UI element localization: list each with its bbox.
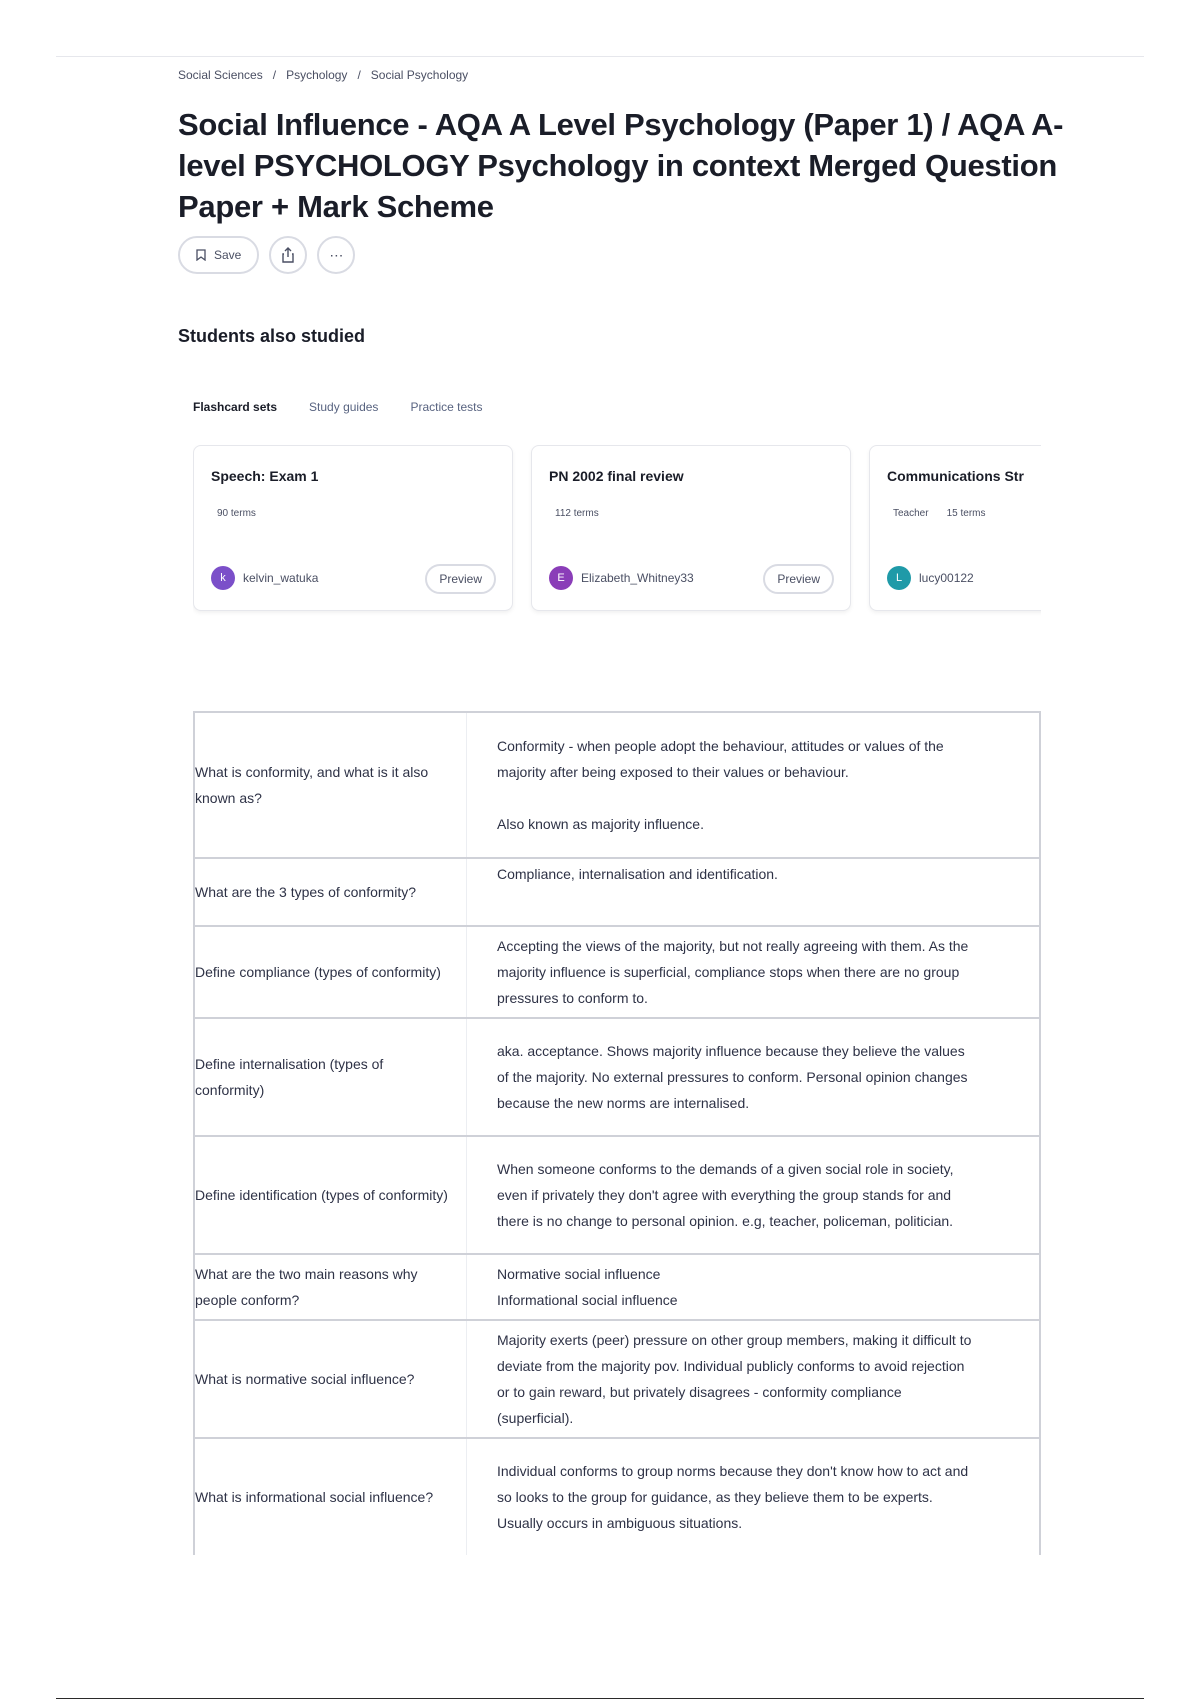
definition-cell: Compliance, internalisation and identification. [467,858,1041,926]
table-row [194,926,1040,1018]
breadcrumb-psychology[interactable]: Psychology [286,68,348,82]
card-role-badge: Teacher [893,508,929,519]
table-row [194,712,1040,858]
card-username: kelvin_watuka [243,571,319,585]
card-username: Elizabeth_Whitney33 [581,571,694,585]
tab-study-guides[interactable]: Study guides [309,400,379,414]
card-term-count: 90 terms [217,508,256,519]
card-meta [217,508,256,519]
term-cell: What are the 3 types of conformity? [194,858,467,926]
card-title: Communications Str [887,468,1024,484]
studied-cards-carousel [193,445,1041,617]
definition-cell: Majority exerts (peer) pressure on other group members, making it difficult to deviate from the majority pov. Individual publicly conforms to avoid rejection or to gain reward, but privately disagrees - conformity compliance (superficial). [467,1320,1041,1438]
study-set-card[interactable] [531,445,851,611]
card-author [887,566,974,590]
avatar: L [887,566,911,590]
page-title: Social Influence - AQA A Level Psychology (Paper 1) / AQA A-level PSYCHOLOGY Psychology in context Merged Question Paper + Mark Scheme [178,107,1064,224]
table-row [194,1438,1040,1555]
term-cell: What is normative social influence? [194,1320,467,1438]
preview-button[interactable]: Preview [763,564,834,594]
top-divider [56,56,1144,57]
term-cell: Define identification (types of conformity) [194,1136,467,1254]
definition-cell: Conformity - when people adopt the behaviour, attitudes or values of the majority after being exposed to their values or behaviour. Also known as majority influence. [467,712,1041,858]
term-cell: What is informational social influence? [194,1438,467,1555]
card-author [549,566,694,590]
set-actions [178,236,355,274]
definition-cell: Individual conforms to group norms because they don't know how to act and so looks to the group for guidance, as they believe them to be experts. Usually occurs in ambiguous situations. [467,1438,1041,1555]
tab-flashcard-sets[interactable]: Flashcard sets [193,400,278,414]
term-cell: What are the two main reasons why people conform? [194,1254,467,1320]
avatar: E [549,566,573,590]
bookmark-icon [196,249,206,261]
table-row [194,1136,1040,1254]
definition-cell: When someone conforms to the demands of a given social role in society, even if privately they don't agree with everything the group stands for and there is no change to personal opinion. e.g, teacher, policeman, politician. [467,1136,1041,1254]
term-cell: Define compliance (types of conformity) [194,926,467,1018]
card-username: lucy00122 [919,571,974,585]
term-cell: Define internalisation (types of conformity) [194,1018,467,1136]
more-options-button[interactable] [317,236,355,274]
definition-cell: aka. acceptance. Shows majority influence because they believe the values of the majority. No external pressures to conform. Personal opinion changes because the new norms are internalised. [467,1018,1041,1136]
table-row [194,1320,1040,1438]
save-button[interactable] [178,236,259,274]
table-row [194,1254,1040,1320]
card-title: Speech: Exam 1 [211,468,319,484]
flashcard-terms-table [193,711,1041,1555]
card-term-count: 15 terms [946,508,986,519]
card-term-count: 112 terms [555,508,599,519]
study-set-card[interactable] [869,445,1041,611]
share-button[interactable] [269,236,307,274]
bottom-divider [56,1698,1144,1699]
study-set-card[interactable] [193,445,513,611]
more-icon: ⋯ [329,246,344,263]
preview-button[interactable]: Preview [425,564,496,594]
breadcrumb-social-sciences[interactable]: Social Sciences [178,68,263,82]
students-also-studied-heading: Students also studied [178,326,366,346]
breadcrumb-separator: / [272,68,277,82]
studied-tabs [193,400,482,414]
definition-cell: Normative social influence Informational social influence [467,1254,1041,1320]
table-row [194,1018,1040,1136]
breadcrumb [178,68,468,82]
card-title: PN 2002 final review [549,468,684,484]
breadcrumb-social-psychology[interactable]: Social Psychology [370,68,469,82]
definition-cell: Accepting the views of the majority, but not really agreeing with them. As the majority influence is superficial, compliance stops when there are no group pressures to conform to. [467,926,1041,1018]
breadcrumb-separator: / [357,68,361,82]
save-button-label: Save [214,248,242,262]
avatar: k [211,566,235,590]
card-meta [555,508,599,519]
term-cell: What is conformity, and what is it also known as? [194,712,467,858]
share-icon [280,247,296,263]
tab-practice-tests[interactable]: Practice tests [410,400,483,414]
card-author [211,566,318,590]
card-meta [893,508,985,519]
table-row [194,858,1040,926]
